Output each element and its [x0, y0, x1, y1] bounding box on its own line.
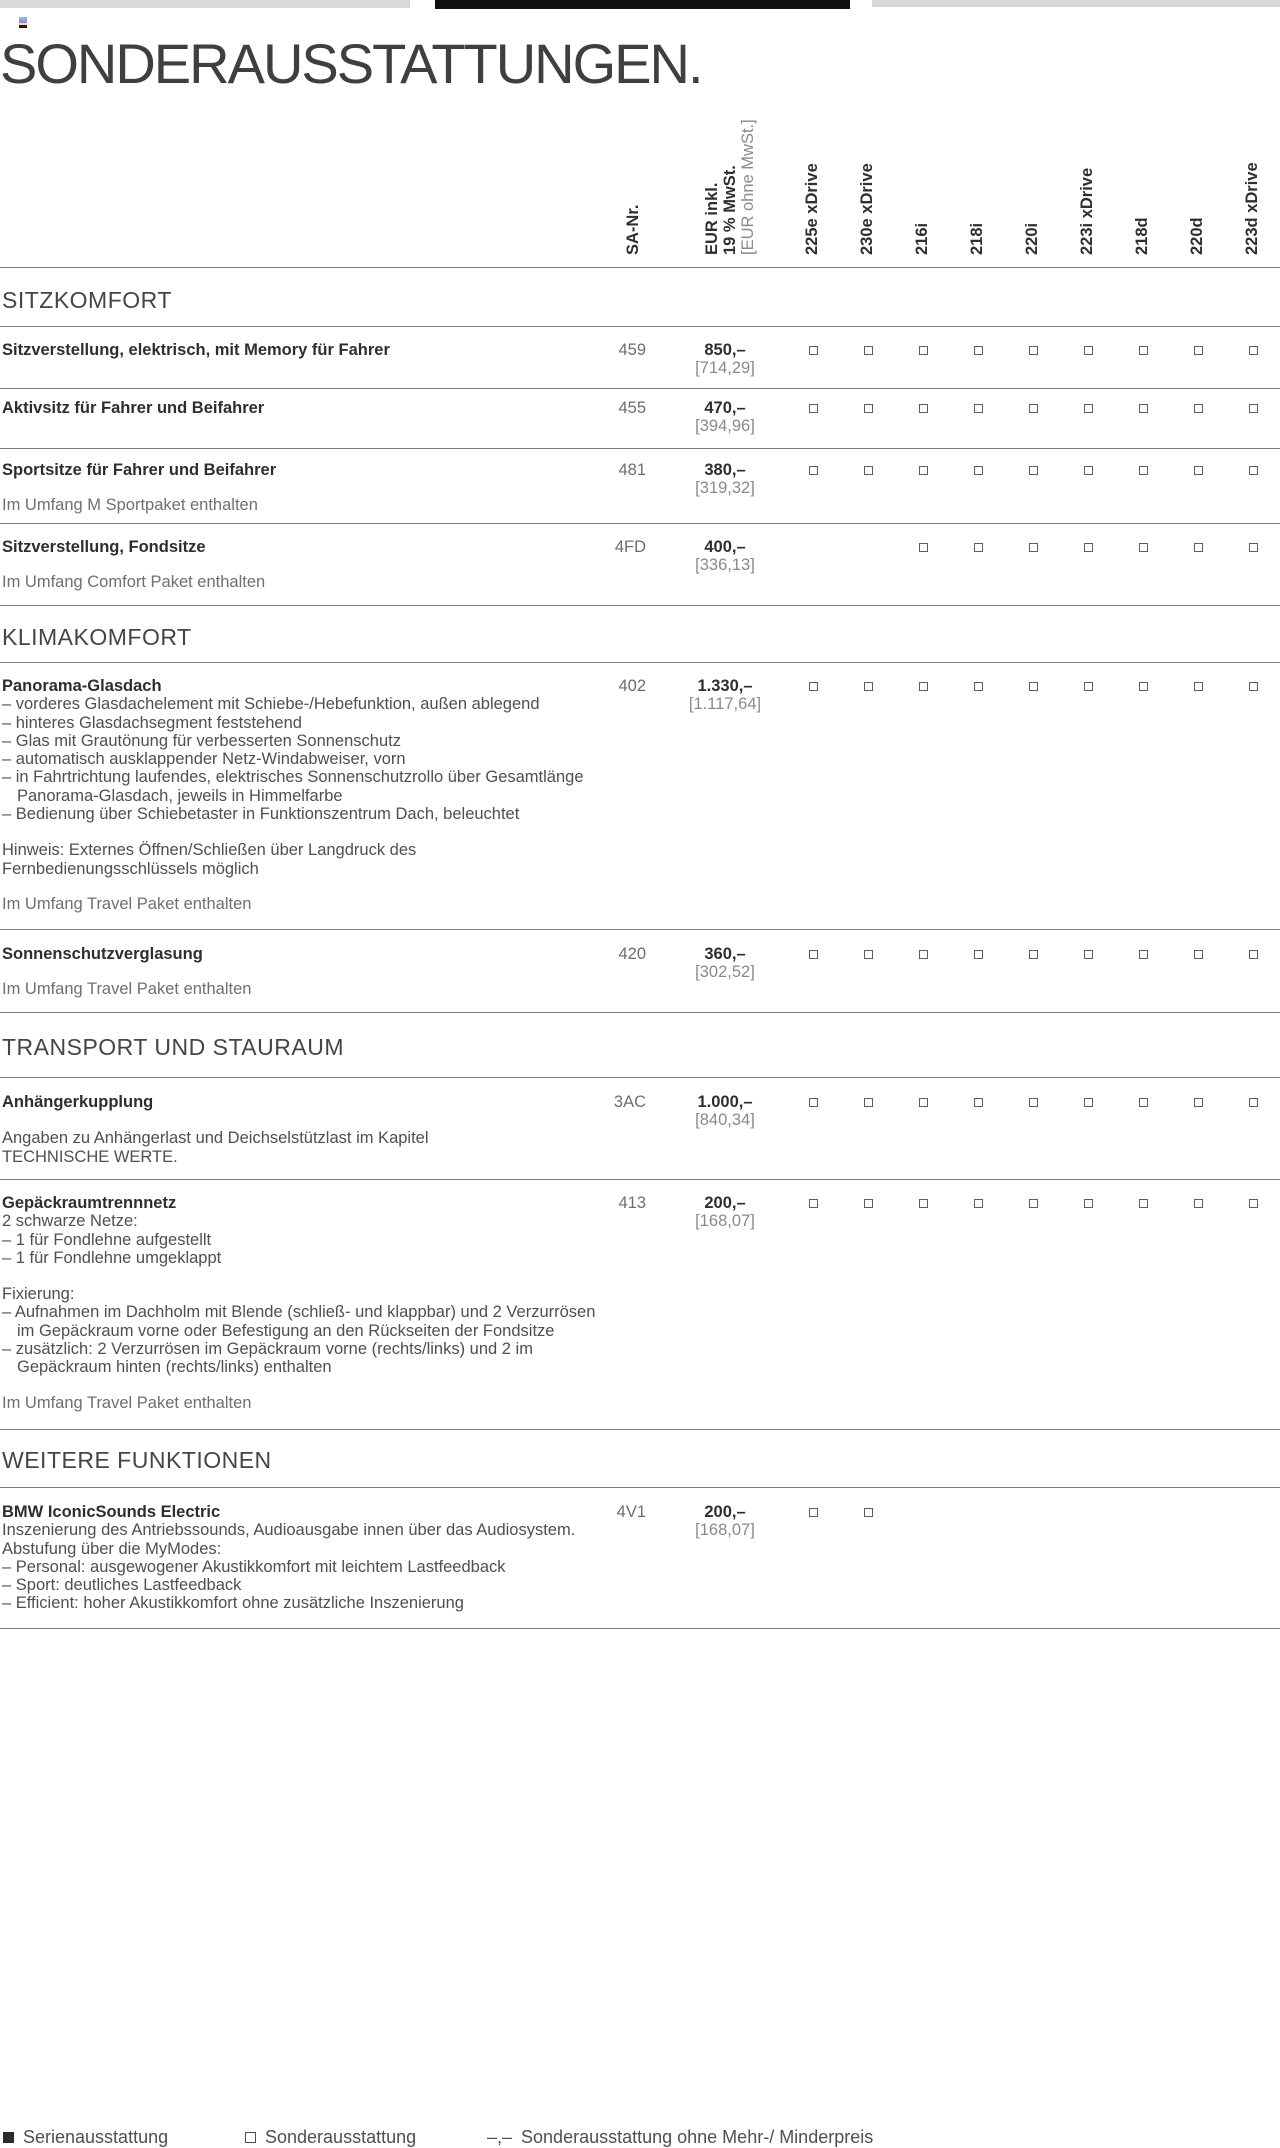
- option-bullet: – Efficient: hoher Akustikkomfort ohne zusätzliche Inszenierung: [2, 1594, 464, 1613]
- option-checkbox: [1084, 950, 1093, 959]
- option-sa-number: 420: [618, 945, 646, 963]
- price-net: [336,13]: [695, 556, 755, 575]
- divider-line: [0, 1487, 1280, 1488]
- option-sa-number: 4FD: [614, 538, 646, 556]
- option-checkbox: [1084, 466, 1093, 475]
- section-heading-klimakomfort: KLIMAKOMFORT: [2, 624, 192, 650]
- option-row-sitzverstellung-fondsitze: [2, 538, 1278, 592]
- option-checkbox: [1084, 682, 1093, 691]
- open-square-icon: [245, 2132, 256, 2143]
- option-title: Sitzverstellung, Fondsitze: [2, 538, 206, 556]
- option-checkbox: [809, 1508, 818, 1517]
- option-bullet: – Sport: deutliches Lastfeedback: [2, 1576, 242, 1595]
- price-gross: 400,–: [704, 538, 746, 556]
- price-gross: 1.000,–: [697, 1093, 753, 1111]
- option-checkbox: [1029, 950, 1038, 959]
- option-checkbox: [919, 1199, 928, 1208]
- option-note: Im Umfang M Sportpaket enthalten: [2, 496, 258, 515]
- divider-line: [0, 1628, 1280, 1629]
- option-row-sitzverstellung-memory: [2, 341, 1278, 378]
- option-checkbox: [1029, 466, 1038, 475]
- option-checkbox: [809, 682, 818, 691]
- option-checkbox: [864, 1508, 873, 1517]
- option-checkbox: [809, 1098, 818, 1107]
- option-title: Sonnenschutzverglasung: [2, 945, 203, 963]
- divider-line: [0, 326, 1280, 327]
- column-header-218d: 218d: [1133, 217, 1151, 255]
- option-checkbox: [1194, 950, 1203, 959]
- option-row-anhaengerkupplung: [2, 1093, 1278, 1166]
- availability-boxes: [2, 399, 1278, 417]
- divider-line: [0, 929, 1280, 930]
- option-title: Sportsitze für Fahrer und Beifahrer: [2, 461, 277, 479]
- price-net: [1.117,64]: [688, 695, 762, 714]
- option-checkbox: [864, 1098, 873, 1107]
- section-heading-transport: TRANSPORT UND STAURAUM: [2, 1034, 344, 1060]
- option-sa-number: 455: [618, 399, 646, 417]
- price-gross: 380,–: [704, 461, 746, 479]
- option-checkbox: [919, 466, 928, 475]
- option-checkbox: [809, 404, 818, 413]
- option-checkbox: [1029, 543, 1038, 552]
- option-bullet: – Bedienung über Schiebetaster in Funktionszentrum Dach, beleuchtet: [2, 805, 520, 824]
- option-checkbox: [1084, 346, 1093, 355]
- column-header-225e-xdrive: 225e xDrive: [803, 163, 821, 255]
- availability-boxes: [2, 1194, 1278, 1212]
- option-checkbox: [974, 1199, 983, 1208]
- option-checkbox: [864, 404, 873, 413]
- option-bullet: – zusätzlich: 2 Verzurrösen im Gepäckraum vorne (rechts/links) und 2 im: [2, 1340, 533, 1359]
- option-checkbox: [1139, 543, 1148, 552]
- option-checkbox: [1084, 1098, 1093, 1107]
- option-checkbox: [974, 466, 983, 475]
- price-gross: 850,–: [704, 341, 746, 359]
- print-bar-left: [0, 0, 410, 8]
- availability-boxes: [2, 1503, 1278, 1521]
- price-gross: 470,–: [704, 399, 746, 417]
- legend-label: Sonderausstattung: [265, 2127, 417, 2147]
- column-header-216i: 216i: [913, 222, 931, 255]
- column-header-218i: 218i: [968, 222, 986, 255]
- option-checkbox: [1194, 404, 1203, 413]
- option-title: Anhängerkupplung: [2, 1093, 154, 1111]
- option-sa-number: 413: [618, 1194, 646, 1212]
- option-checkbox: [1249, 466, 1258, 475]
- option-checkbox: [919, 346, 928, 355]
- option-checkbox: [1139, 346, 1148, 355]
- option-title: BMW IconicSounds Electric: [2, 1503, 221, 1521]
- availability-boxes: [2, 677, 1278, 695]
- option-checkbox: [1139, 950, 1148, 959]
- column-header-220i: 220i: [1023, 222, 1041, 255]
- option-checkbox: [1139, 466, 1148, 475]
- price-net: [714,29]: [695, 359, 755, 378]
- option-checkbox: [809, 950, 818, 959]
- option-checkbox: [1084, 404, 1093, 413]
- price-net: [319,32]: [695, 479, 755, 498]
- price-net: [394,96]: [695, 417, 755, 436]
- price-net: [168,07]: [695, 1521, 755, 1540]
- option-sa-number: 4V1: [616, 1503, 646, 1521]
- option-sa-number: 481: [618, 461, 646, 479]
- option-bullet: – in Fahrtrichtung laufendes, elektrisches Sonnenschutzrollo über Gesamtlänge: [2, 768, 584, 787]
- option-checkbox: [1194, 346, 1203, 355]
- option-note: Im Umfang Travel Paket enthalten: [2, 1393, 252, 1412]
- option-checkbox: [919, 950, 928, 959]
- option-title: Panorama-Glasdach: [2, 677, 162, 695]
- divider-line: [0, 1077, 1280, 1078]
- divider-line: [0, 388, 1280, 389]
- option-bullet: – Aufnahmen im Dachholm mit Blende (schließ- und klappbar) und 2 Verzurrösen: [2, 1303, 596, 1322]
- section-heading-weitere-funktionen: WEITERE FUNKTIONEN: [2, 1447, 272, 1473]
- option-checkbox: [1249, 682, 1258, 691]
- availability-boxes: [2, 538, 1278, 556]
- option-checkbox: [974, 404, 983, 413]
- option-bullet-continuation: Gepäckraum hinten (rechts/links) enthalten: [17, 1358, 332, 1377]
- option-hint: Fernbedienungsschlüssels möglich: [2, 859, 259, 878]
- option-description: Angaben zu Anhängerlast und Deichselstützlast im Kapitel: [2, 1129, 429, 1148]
- option-checkbox: [1029, 346, 1038, 355]
- option-checkbox: [1249, 543, 1258, 552]
- option-checkbox: [864, 346, 873, 355]
- price-gross: 360,–: [704, 945, 746, 963]
- option-checkbox: [1194, 682, 1203, 691]
- option-row-panorama-glasdach: [2, 677, 1278, 913]
- availability-boxes: [2, 1093, 1278, 1111]
- page-title: SONDERAUSSTATTUNGEN.: [0, 32, 702, 95]
- divider-line: [0, 267, 1280, 268]
- option-bullet-continuation: Panorama-Glasdach, jeweils in Himmelfarbe: [17, 786, 343, 805]
- option-checkbox: [974, 543, 983, 552]
- option-checkbox: [1029, 1098, 1038, 1107]
- price-net: [168,07]: [695, 1212, 755, 1231]
- option-checkbox: [809, 466, 818, 475]
- option-row-gepaeckraumtrennnetz: [2, 1194, 1278, 1412]
- divider-line: [0, 605, 1280, 606]
- divider-line: [0, 448, 1280, 449]
- option-checkbox: [919, 404, 928, 413]
- option-checkbox: [1084, 1199, 1093, 1208]
- divider-line: [0, 1429, 1280, 1430]
- price-gross: 1.330,–: [697, 677, 753, 695]
- legend-label: Sonderausstattung ohne Mehr-/ Minderpreis: [521, 2127, 874, 2147]
- option-checkbox: [1194, 1199, 1203, 1208]
- option-checkbox: [974, 682, 983, 691]
- option-description: Inszenierung des Antriebssounds, Audioausgabe innen über das Audiosystem.: [2, 1521, 576, 1540]
- column-header-price: [703, 119, 757, 255]
- option-checkbox: [1029, 682, 1038, 691]
- option-description: Fixierung:: [2, 1285, 75, 1304]
- print-bar-right: [872, 0, 1280, 7]
- option-checkbox: [1029, 404, 1038, 413]
- option-bullet: – hinteres Glasdachsegment feststehend: [2, 713, 302, 732]
- availability-boxes: [2, 461, 1278, 479]
- option-checkbox: [1249, 1098, 1258, 1107]
- option-checkbox: [1084, 543, 1093, 552]
- option-checkbox: [919, 682, 928, 691]
- availability-boxes: [2, 945, 1278, 963]
- availability-boxes: [2, 341, 1278, 359]
- option-checkbox: [1029, 1199, 1038, 1208]
- divider-line: [0, 662, 1280, 663]
- dash-price-symbol: –,–: [487, 2127, 513, 2147]
- option-checkbox: [919, 1098, 928, 1107]
- section-heading-sitzkomfort: SITZKOMFORT: [2, 287, 172, 313]
- option-bullet: – Glas mit Grautönung für verbesserten Sonnenschutz: [2, 731, 401, 750]
- column-header-223d-xdrive: 223d xDrive: [1243, 162, 1261, 255]
- option-bullet-continuation: im Gepäckraum vorne oder Befestigung an den Rückseiten der Fondsitze: [17, 1321, 555, 1340]
- legend-ohne-mehrpreis: [487, 2126, 873, 2148]
- option-checkbox: [1139, 1098, 1148, 1107]
- divider-line: [0, 1179, 1280, 1180]
- option-description: 2 schwarze Netze:: [2, 1212, 138, 1231]
- column-header-230e-xdrive: 230e xDrive: [858, 163, 876, 255]
- option-sa-number: 402: [618, 677, 646, 695]
- color-registration-mark: [19, 17, 27, 28]
- option-bullet: – automatisch ausklappender Netz-Windabweiser, vorn: [2, 750, 406, 769]
- option-hint: Hinweis: Externes Öffnen/Schließen über Langdruck des: [2, 841, 417, 860]
- option-checkbox: [1249, 1199, 1258, 1208]
- option-description: Abstufung über die MyModes:: [2, 1539, 222, 1558]
- filled-square-icon: [3, 2132, 14, 2143]
- price-gross: 200,–: [704, 1503, 746, 1521]
- option-checkbox: [1139, 404, 1148, 413]
- option-checkbox: [1249, 404, 1258, 413]
- option-checkbox: [1249, 346, 1258, 355]
- print-bar-center: [435, 0, 850, 9]
- price-net: [302,52]: [695, 963, 755, 982]
- option-note: Im Umfang Comfort Paket enthalten: [2, 573, 266, 592]
- option-checkbox: [1139, 682, 1148, 691]
- column-header-sa-nr: SA-Nr.: [624, 204, 642, 255]
- option-title: Sitzverstellung, elektrisch, mit Memory für Fahrer: [2, 341, 390, 359]
- option-note: Im Umfang Travel Paket enthalten: [2, 980, 252, 999]
- option-checkbox: [974, 950, 983, 959]
- option-checkbox: [1249, 950, 1258, 959]
- option-sa-number: 3AC: [613, 1093, 646, 1111]
- legend-sonderausstattung: [245, 2126, 416, 2148]
- option-checkbox: [1194, 543, 1203, 552]
- option-description: TECHNISCHE WERTE.: [2, 1147, 178, 1166]
- legend-label: Serienausstattung: [23, 2127, 169, 2147]
- option-bullet: – vorderes Glasdachelement mit Schiebe-/Hebefunktion, außen ablegend: [2, 695, 540, 714]
- option-row-iconicsounds-electric: [2, 1503, 1278, 1613]
- option-checkbox: [919, 543, 928, 552]
- option-bullet: – 1 für Fondlehne umgeklappt: [2, 1248, 222, 1267]
- column-header-220d: 220d: [1188, 217, 1206, 255]
- option-checkbox: [864, 466, 873, 475]
- option-bullet: – Personal: ausgewogener Akustikkomfort mit leichtem Lastfeedback: [2, 1557, 506, 1576]
- option-checkbox: [1194, 466, 1203, 475]
- legend-serienausstattung: [3, 2126, 168, 2148]
- option-title: Gepäckraumtrennnetz: [2, 1194, 177, 1212]
- option-checkbox: [864, 682, 873, 691]
- option-row-sonnenschutzverglasung: [2, 945, 1278, 999]
- price-net: [840,34]: [695, 1111, 755, 1130]
- option-bullet: – 1 für Fondlehne aufgestellt: [2, 1230, 212, 1249]
- divider-line: [0, 523, 1280, 524]
- option-sa-number: 459: [618, 341, 646, 359]
- option-checkbox: [864, 1199, 873, 1208]
- option-row-sportsitze: [2, 461, 1278, 515]
- column-header-223i-xdrive: 223i xDrive: [1078, 167, 1096, 255]
- price-header-line-2: 19 % MwSt.: [721, 165, 739, 255]
- option-checkbox: [974, 346, 983, 355]
- option-checkbox: [864, 950, 873, 959]
- option-row-aktivsitz: [2, 399, 1278, 436]
- option-checkbox: [1139, 1199, 1148, 1208]
- option-checkbox: [809, 1199, 818, 1208]
- price-header-line-1: EUR inkl.: [703, 182, 721, 255]
- option-checkbox: [1194, 1098, 1203, 1107]
- option-checkbox: [809, 346, 818, 355]
- option-checkbox: [974, 1098, 983, 1107]
- price-gross: 200,–: [704, 1194, 746, 1212]
- price-header-line-3: [EUR ohne MwSt.]: [739, 119, 757, 255]
- option-note: Im Umfang Travel Paket enthalten: [2, 894, 252, 913]
- divider-line: [0, 1012, 1280, 1013]
- reg-black-band: [19, 25, 27, 28]
- option-title: Aktivsitz für Fahrer und Beifahrer: [2, 399, 265, 417]
